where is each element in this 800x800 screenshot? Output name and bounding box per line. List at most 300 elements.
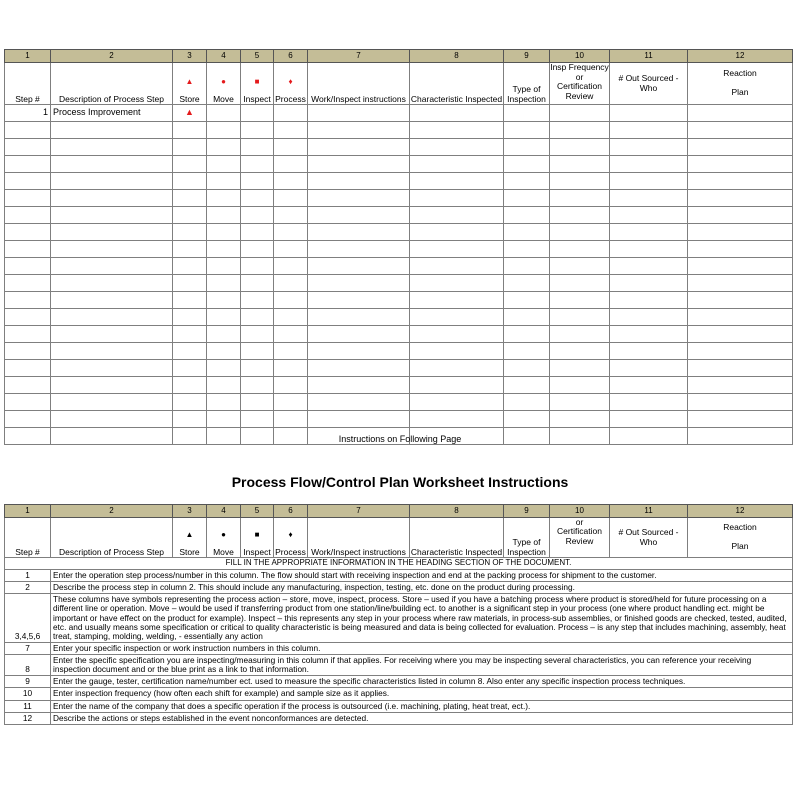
table-row (5, 241, 793, 258)
empty-cell[interactable] (550, 309, 610, 326)
empty-cell[interactable] (51, 207, 173, 224)
outsourced-cell[interactable] (610, 105, 688, 122)
frequency-cell[interactable] (550, 105, 610, 122)
empty-cell[interactable] (610, 377, 688, 394)
empty-cell[interactable] (5, 207, 51, 224)
empty-cell[interactable] (274, 258, 308, 275)
empty-cell[interactable] (410, 377, 504, 394)
empty-cell[interactable] (308, 309, 410, 326)
empty-cell[interactable] (173, 258, 207, 275)
empty-cell[interactable] (504, 275, 550, 292)
empty-cell[interactable] (610, 411, 688, 428)
empty-cell[interactable] (51, 394, 173, 411)
empty-cell[interactable] (308, 207, 410, 224)
header-type-of-inspection[interactable]: Type of Inspection (504, 518, 550, 558)
empty-cell[interactable] (610, 394, 688, 411)
instruction-row (5, 676, 793, 688)
empty-cell[interactable] (274, 207, 308, 224)
empty-cell[interactable] (207, 411, 241, 428)
empty-cell[interactable] (241, 139, 274, 156)
empty-cell[interactable] (550, 411, 610, 428)
empty-cell[interactable] (51, 156, 173, 173)
instruction-column-ref: 11 (5, 700, 51, 712)
header-frequency[interactable]: or Certification Review (550, 518, 610, 558)
empty-cell[interactable] (207, 394, 241, 411)
empty-cell[interactable] (241, 360, 274, 377)
empty-cell[interactable] (308, 173, 410, 190)
empty-cell[interactable] (241, 156, 274, 173)
instruction-text: Describe the actions or steps established in the event nonconformances are detected. (51, 712, 793, 724)
empty-cell[interactable] (308, 377, 410, 394)
empty-cell[interactable] (550, 377, 610, 394)
empty-cell[interactable] (550, 190, 610, 207)
empty-cell[interactable] (274, 377, 308, 394)
empty-cell[interactable] (410, 173, 504, 190)
col-number[interactable]: 12 (688, 50, 793, 63)
empty-cell[interactable] (5, 258, 51, 275)
empty-cell[interactable] (688, 139, 793, 156)
header-process[interactable]: ♦ Process (274, 518, 308, 558)
empty-cell[interactable] (207, 377, 241, 394)
empty-cell[interactable] (241, 173, 274, 190)
fill-in-heading-row (5, 558, 793, 570)
col-number[interactable]: 2 (51, 505, 173, 518)
empty-cell[interactable] (207, 292, 241, 309)
triangle-icon: ▲ (185, 107, 194, 118)
empty-cell[interactable] (410, 394, 504, 411)
type-cell[interactable] (504, 105, 550, 122)
col-number[interactable]: 6 (274, 505, 308, 518)
empty-cell[interactable] (241, 122, 274, 139)
empty-cell[interactable] (308, 224, 410, 241)
empty-cell[interactable] (51, 139, 173, 156)
empty-cell[interactable] (504, 292, 550, 309)
empty-cell[interactable] (207, 309, 241, 326)
empty-cell[interactable] (410, 224, 504, 241)
empty-cell[interactable] (550, 360, 610, 377)
empty-cell[interactable] (410, 156, 504, 173)
table-row (5, 105, 793, 122)
empty-cell[interactable] (173, 207, 207, 224)
header-move[interactable]: ● Move (207, 63, 241, 105)
empty-cell[interactable] (410, 139, 504, 156)
empty-cell[interactable] (173, 139, 207, 156)
empty-cell[interactable] (5, 139, 51, 156)
empty-cell[interactable] (173, 241, 207, 258)
col-number[interactable]: 7 (308, 50, 410, 63)
empty-cell[interactable] (688, 343, 793, 360)
empty-cell[interactable] (274, 190, 308, 207)
table-row (5, 411, 793, 428)
empty-cell[interactable] (504, 224, 550, 241)
header-characteristic[interactable]: Characteristic Inspected (410, 518, 504, 558)
empty-cell[interactable] (610, 173, 688, 190)
empty-cell[interactable] (308, 394, 410, 411)
empty-cell[interactable] (550, 292, 610, 309)
table-row (5, 309, 793, 326)
empty-cell[interactable] (308, 411, 410, 428)
empty-cell[interactable] (51, 173, 173, 190)
empty-cell[interactable] (274, 360, 308, 377)
empty-cell[interactable] (504, 173, 550, 190)
empty-cell[interactable] (410, 411, 504, 428)
empty-cell[interactable] (274, 173, 308, 190)
square-icon: ■ (254, 529, 260, 539)
empty-cell[interactable] (410, 292, 504, 309)
empty-cell[interactable] (410, 326, 504, 343)
empty-cell[interactable] (5, 156, 51, 173)
empty-cell[interactable] (504, 156, 550, 173)
empty-cell[interactable] (207, 343, 241, 360)
empty-cell[interactable] (610, 275, 688, 292)
empty-cell[interactable] (51, 241, 173, 258)
process-cell[interactable] (274, 105, 308, 122)
instruction-text: Describe the process step in column 2. This should include any manufacturing, inspection, testing, etc. done on the product during processing. (51, 582, 793, 594)
description-cell[interactable]: Process Improvement (51, 105, 173, 122)
square-icon: ■ (254, 76, 260, 86)
empty-cell[interactable] (308, 139, 410, 156)
col-number[interactable]: 1 (5, 50, 51, 63)
empty-cell[interactable] (504, 377, 550, 394)
col-number[interactable]: 3 (173, 505, 207, 518)
empty-cell[interactable] (5, 309, 51, 326)
empty-cell[interactable] (308, 156, 410, 173)
empty-cell[interactable] (207, 224, 241, 241)
empty-cell[interactable] (504, 343, 550, 360)
empty-cell[interactable] (207, 275, 241, 292)
header-outsourced[interactable]: # Out Sourced - Who (610, 518, 688, 558)
empty-cell[interactable] (688, 241, 793, 258)
empty-cell[interactable] (308, 292, 410, 309)
col-number[interactable]: 5 (241, 50, 274, 63)
empty-cell[interactable] (51, 258, 173, 275)
empty-cell[interactable] (51, 343, 173, 360)
empty-cell[interactable] (688, 411, 793, 428)
header-outsourced[interactable]: # Out Sourced - Who (610, 63, 688, 105)
empty-cell[interactable] (688, 275, 793, 292)
header-inspect[interactable]: ■ Inspect (241, 518, 274, 558)
empty-cell[interactable] (207, 173, 241, 190)
empty-cell[interactable] (274, 224, 308, 241)
empty-cell[interactable] (688, 360, 793, 377)
empty-cell[interactable] (241, 275, 274, 292)
empty-cell[interactable] (688, 258, 793, 275)
empty-cell[interactable] (241, 292, 274, 309)
empty-cell[interactable] (5, 275, 51, 292)
empty-cell[interactable] (550, 275, 610, 292)
empty-cell[interactable] (241, 343, 274, 360)
instruction-column-ref: 1 (5, 570, 51, 582)
empty-cell[interactable] (51, 411, 173, 428)
empty-cell[interactable] (308, 122, 410, 139)
empty-cell[interactable] (5, 224, 51, 241)
empty-cell[interactable] (504, 309, 550, 326)
empty-cell[interactable] (688, 122, 793, 139)
empty-cell[interactable] (274, 309, 308, 326)
empty-cell[interactable] (241, 190, 274, 207)
empty-cell[interactable] (610, 309, 688, 326)
empty-cell[interactable] (274, 122, 308, 139)
empty-cell[interactable] (51, 122, 173, 139)
empty-cell[interactable] (5, 411, 51, 428)
empty-cell[interactable] (410, 275, 504, 292)
empty-cell[interactable] (51, 309, 173, 326)
reaction-cell[interactable] (688, 105, 793, 122)
instruction-column-ref: 3,4,5,6 (5, 594, 51, 643)
empty-cell[interactable] (504, 411, 550, 428)
circle-icon: ● (221, 529, 226, 539)
empty-cell[interactable] (173, 156, 207, 173)
empty-cell[interactable] (410, 190, 504, 207)
empty-cell[interactable] (610, 343, 688, 360)
empty-cell[interactable] (51, 224, 173, 241)
empty-cell[interactable] (504, 122, 550, 139)
col-number[interactable]: 4 (207, 50, 241, 63)
empty-cell[interactable] (410, 258, 504, 275)
empty-cell[interactable] (550, 224, 610, 241)
empty-cell[interactable] (550, 241, 610, 258)
empty-cell[interactable] (550, 258, 610, 275)
empty-cell[interactable] (504, 207, 550, 224)
header-reaction-plan[interactable]: Reaction Plan (688, 518, 793, 558)
header-work-instructions[interactable]: Work/Inspect instructions (308, 63, 410, 105)
empty-cell[interactable] (504, 241, 550, 258)
empty-cell[interactable] (410, 122, 504, 139)
empty-cell[interactable] (274, 394, 308, 411)
empty-cell[interactable] (173, 190, 207, 207)
empty-cell[interactable] (688, 377, 793, 394)
page-title: Process Flow/Control Plan Worksheet Instructions (231, 474, 569, 490)
instruction-text: Enter inspection frequency (how often each shift for example) and sample size as it applies. (51, 688, 793, 700)
move-cell[interactable] (207, 105, 241, 122)
empty-cell[interactable] (688, 326, 793, 343)
empty-cell[interactable] (688, 224, 793, 241)
diamond-icon: ♦ (288, 76, 293, 86)
empty-cell[interactable] (610, 326, 688, 343)
header-store[interactable]: ▲ Store (173, 518, 207, 558)
instruction-row (5, 642, 793, 654)
instruction-text: Enter the name of the company that does a specific operation if the process is outsourced (i.e. machining, plating, heat treat, ect.). (51, 700, 793, 712)
empty-cell[interactable] (5, 173, 51, 190)
empty-cell[interactable] (173, 173, 207, 190)
empty-cell[interactable] (610, 139, 688, 156)
work-instructions-cell[interactable] (308, 105, 410, 122)
header-process[interactable]: ♦ Process (274, 63, 308, 105)
empty-cell[interactable] (688, 207, 793, 224)
empty-cell[interactable] (308, 326, 410, 343)
empty-cell[interactable] (207, 258, 241, 275)
empty-cell[interactable] (5, 122, 51, 139)
empty-cell[interactable] (5, 377, 51, 394)
empty-cell[interactable] (51, 377, 173, 394)
empty-cell[interactable] (550, 326, 610, 343)
empty-cell[interactable] (504, 394, 550, 411)
inspect-cell[interactable] (241, 105, 274, 122)
col-number[interactable]: 5 (241, 505, 274, 518)
col-number[interactable]: 10 (550, 50, 610, 63)
empty-cell[interactable] (610, 258, 688, 275)
header-store[interactable]: ▲ Store (173, 63, 207, 105)
empty-cell[interactable] (410, 309, 504, 326)
empty-cell[interactable] (173, 122, 207, 139)
empty-cell[interactable] (51, 292, 173, 309)
empty-cell[interactable] (308, 275, 410, 292)
header-characteristic[interactable]: Characteristic Inspected (410, 63, 504, 105)
empty-cell[interactable] (173, 394, 207, 411)
table-row (5, 173, 793, 190)
empty-cell[interactable] (5, 326, 51, 343)
col-number[interactable]: 12 (688, 505, 793, 518)
empty-cell[interactable] (308, 343, 410, 360)
col-number[interactable]: 8 (410, 50, 504, 63)
empty-cell[interactable] (173, 411, 207, 428)
empty-cell[interactable] (173, 377, 207, 394)
empty-cell[interactable] (274, 326, 308, 343)
header-step[interactable]: Step # (5, 63, 51, 105)
empty-cell[interactable] (274, 275, 308, 292)
fill-in-heading: FILL IN THE APPROPRIATE INFORMATION IN THE HEADING SECTION OF THE DOCUMENT. (5, 558, 793, 570)
store-cell[interactable] (173, 105, 207, 122)
empty-cell[interactable] (610, 207, 688, 224)
empty-cell[interactable] (550, 394, 610, 411)
col-number[interactable]: 9 (504, 505, 550, 518)
empty-cell[interactable] (173, 224, 207, 241)
empty-cell[interactable] (410, 360, 504, 377)
header-description[interactable]: Description of Process Step (51, 63, 173, 105)
empty-cell[interactable] (610, 190, 688, 207)
empty-cell[interactable] (173, 275, 207, 292)
empty-cell[interactable] (173, 360, 207, 377)
empty-cell[interactable] (308, 360, 410, 377)
instruction-column-ref: 12 (5, 712, 51, 724)
empty-cell[interactable] (274, 139, 308, 156)
empty-cell[interactable] (610, 122, 688, 139)
empty-cell[interactable] (241, 241, 274, 258)
empty-cell[interactable] (207, 326, 241, 343)
col-number[interactable]: 6 (274, 50, 308, 63)
empty-cell[interactable] (610, 360, 688, 377)
empty-cell[interactable] (241, 258, 274, 275)
empty-cell[interactable] (207, 139, 241, 156)
empty-cell[interactable] (610, 292, 688, 309)
col-number[interactable]: 9 (504, 50, 550, 63)
empty-cell[interactable] (51, 275, 173, 292)
triangle-icon: ▲ (185, 529, 194, 539)
empty-cell[interactable] (207, 190, 241, 207)
empty-cell[interactable] (5, 360, 51, 377)
header-step[interactable]: Step # (5, 518, 51, 558)
empty-cell[interactable] (207, 360, 241, 377)
empty-cell[interactable] (207, 122, 241, 139)
empty-cell[interactable] (550, 343, 610, 360)
header-move[interactable]: ● Move (207, 518, 241, 558)
col-number[interactable]: 2 (51, 50, 173, 63)
empty-cell[interactable] (504, 139, 550, 156)
empty-cell[interactable] (504, 360, 550, 377)
empty-cell[interactable] (207, 156, 241, 173)
empty-cell[interactable] (51, 360, 173, 377)
empty-cell[interactable] (410, 241, 504, 258)
col-number[interactable]: 8 (410, 505, 504, 518)
empty-cell[interactable] (308, 241, 410, 258)
col-number[interactable]: 1 (5, 505, 51, 518)
empty-cell[interactable] (241, 326, 274, 343)
col-number[interactable]: 3 (173, 50, 207, 63)
empty-cell[interactable] (610, 241, 688, 258)
empty-cell[interactable] (688, 292, 793, 309)
empty-cell[interactable] (504, 190, 550, 207)
empty-cell[interactable] (274, 411, 308, 428)
col-number[interactable]: 4 (207, 505, 241, 518)
empty-cell[interactable] (504, 326, 550, 343)
empty-cell[interactable] (51, 190, 173, 207)
empty-cell[interactable] (274, 343, 308, 360)
header-frequency[interactable]: Insp Frequency or Certification Review (550, 63, 610, 105)
empty-cell[interactable] (410, 343, 504, 360)
empty-cell[interactable] (274, 292, 308, 309)
step-cell[interactable]: 1 (5, 105, 51, 122)
header-type-of-inspection[interactable]: Type of Inspection (504, 63, 550, 105)
empty-cell[interactable] (504, 258, 550, 275)
empty-cell[interactable] (550, 122, 610, 139)
empty-cell[interactable] (173, 309, 207, 326)
header-work-instructions[interactable]: Work/Inspect instructions (308, 518, 410, 558)
col-number[interactable]: 11 (610, 505, 688, 518)
empty-cell[interactable] (51, 326, 173, 343)
empty-cell[interactable] (173, 292, 207, 309)
empty-cell[interactable] (5, 292, 51, 309)
empty-cell[interactable] (688, 394, 793, 411)
col-number[interactable]: 7 (308, 505, 410, 518)
empty-cell[interactable] (241, 377, 274, 394)
empty-cell[interactable] (550, 139, 610, 156)
header-reaction-plan[interactable]: Reaction Plan (688, 63, 793, 105)
empty-cell[interactable] (550, 156, 610, 173)
empty-cell[interactable] (308, 190, 410, 207)
col-number[interactable]: 11 (610, 50, 688, 63)
empty-cell[interactable] (173, 343, 207, 360)
empty-cell[interactable] (410, 207, 504, 224)
empty-cell[interactable] (5, 394, 51, 411)
empty-cell[interactable] (688, 190, 793, 207)
empty-cell[interactable] (610, 156, 688, 173)
empty-cell[interactable] (308, 258, 410, 275)
empty-cell[interactable] (241, 207, 274, 224)
empty-cell[interactable] (173, 326, 207, 343)
empty-cell[interactable] (5, 190, 51, 207)
empty-cell[interactable] (241, 411, 274, 428)
empty-cell[interactable] (550, 207, 610, 224)
empty-cell[interactable] (241, 224, 274, 241)
empty-cell[interactable] (688, 173, 793, 190)
empty-cell[interactable] (241, 394, 274, 411)
empty-cell[interactable] (274, 241, 308, 258)
empty-cell[interactable] (610, 224, 688, 241)
col-number[interactable]: 10 (550, 505, 610, 518)
empty-cell[interactable] (550, 173, 610, 190)
empty-cell[interactable] (207, 207, 241, 224)
empty-cell[interactable] (241, 309, 274, 326)
empty-cell[interactable] (688, 156, 793, 173)
empty-cell[interactable] (5, 241, 51, 258)
empty-cell[interactable] (688, 309, 793, 326)
characteristic-cell[interactable] (410, 105, 504, 122)
header-inspect[interactable]: ■ Inspect (241, 63, 274, 105)
empty-cell[interactable] (207, 241, 241, 258)
empty-cell[interactable] (274, 156, 308, 173)
empty-cell[interactable] (5, 343, 51, 360)
header-description[interactable]: Description of Process Step (51, 518, 173, 558)
